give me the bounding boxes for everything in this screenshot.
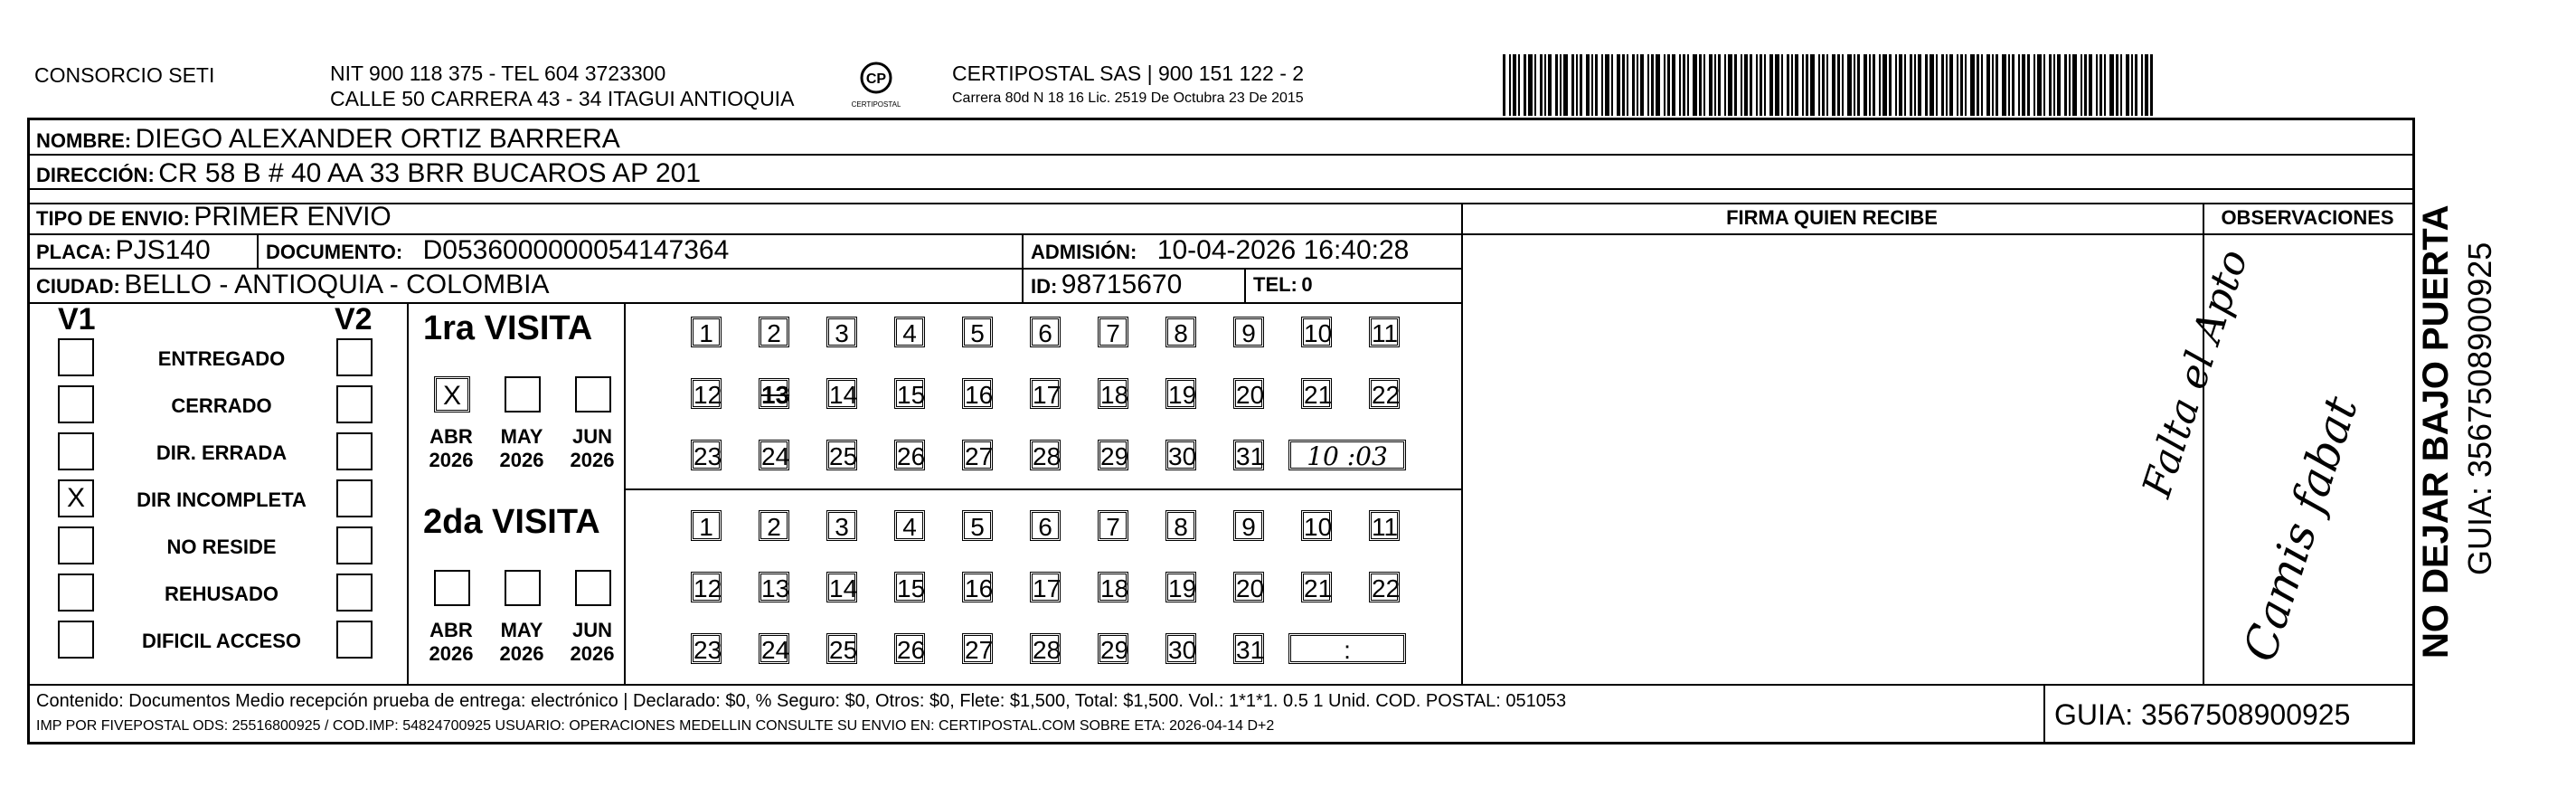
barcode-bar xyxy=(1847,54,1852,116)
barcode-bar xyxy=(2069,54,2071,116)
day-box[interactable]: 26 xyxy=(894,440,925,470)
barcode-bar xyxy=(2150,54,2153,116)
ciudad-value: BELLO - ANTIOQUIA - COLOMBIA xyxy=(124,270,550,299)
barcode-bar xyxy=(1760,54,1762,116)
barcode-bar xyxy=(1513,54,1516,116)
barcode-bar xyxy=(1580,54,1582,116)
v2-checkbox[interactable] xyxy=(336,621,373,659)
direccion-value: CR 58 B # 40 AA 33 BRR BUCAROS AP 201 xyxy=(158,158,701,188)
day-box[interactable]: 10 xyxy=(1301,317,1332,347)
day-box[interactable]: 8 xyxy=(1165,510,1196,541)
day-box[interactable]: 28 xyxy=(1030,633,1061,664)
barcode-bar xyxy=(1728,54,1732,116)
barcode-bar xyxy=(1534,54,1536,116)
day-box[interactable]: 7 xyxy=(1098,510,1128,541)
barcode-bar xyxy=(2022,54,2025,116)
day-box[interactable]: 21 xyxy=(1301,572,1332,602)
first-visit-title: 1ra VISITA xyxy=(423,309,593,347)
barcode-bar xyxy=(1854,54,1855,116)
year-label: 2026 xyxy=(499,642,544,665)
carrier-address: Carrera 80d N 18 16 Lic. 2519 De Octubra 23 De 2015 xyxy=(952,90,1304,106)
day-box[interactable]: 1 xyxy=(691,510,722,541)
day-box[interactable]: 1 xyxy=(691,317,722,347)
barcode-bar xyxy=(1601,54,1603,116)
day-box[interactable]: 31 xyxy=(1233,440,1264,470)
placa-value: PJS140 xyxy=(115,235,211,265)
barcode-bar xyxy=(2064,54,2067,116)
barcode-bar xyxy=(1992,54,1994,116)
v2-checkbox[interactable] xyxy=(336,385,373,423)
barcode-bar xyxy=(1781,54,1783,116)
v1-checkbox[interactable] xyxy=(58,432,94,470)
status-option-label: REHUSADO xyxy=(165,583,278,605)
month-checkbox[interactable] xyxy=(434,570,470,606)
barcode-bar xyxy=(1750,54,1752,116)
day-box[interactable]: 14 xyxy=(826,572,857,602)
barcode-bar xyxy=(1563,54,1568,116)
day-box[interactable]: 7 xyxy=(1098,317,1128,347)
tel-value: 0 xyxy=(1301,273,1313,296)
status-option-label: DIR INCOMPLETA xyxy=(137,488,307,511)
day-box[interactable]: 2 xyxy=(759,510,789,541)
barcode-bar xyxy=(1941,54,1944,116)
nombre-value: DIEGO ALEXANDER ORTIZ BARRERA xyxy=(135,124,620,154)
barcode-bar xyxy=(1518,54,1520,116)
barcode-bar xyxy=(1826,54,1828,116)
day-box[interactable]: 13 xyxy=(759,572,789,602)
barcode-bar xyxy=(1904,54,1906,116)
barcode-bar xyxy=(1986,54,1990,116)
id-value: 98715670 xyxy=(1061,270,1183,299)
barcode-bar xyxy=(1672,54,1675,116)
barcode-bar xyxy=(2049,54,2052,116)
barcode-bar xyxy=(1895,54,1897,116)
barcode-bar xyxy=(1925,54,1928,116)
barcode-bar xyxy=(2126,54,2129,116)
barcode-bar xyxy=(1555,54,1558,116)
barcode-bar xyxy=(1540,54,1543,116)
barcode-bar xyxy=(2033,54,2035,116)
firma-header: FIRMA QUIEN RECIBE xyxy=(1726,206,1938,229)
day-box[interactable]: 14 xyxy=(826,378,857,409)
barcode-bar xyxy=(1818,54,1820,116)
barcode-bar xyxy=(1769,54,1773,116)
day-box[interactable]: 16 xyxy=(962,572,993,602)
barcode-bar xyxy=(1957,54,1958,116)
barcode-bar xyxy=(1595,54,1598,116)
year-label: 2026 xyxy=(499,449,544,471)
day-box[interactable]: 21 xyxy=(1301,378,1332,409)
day-box[interactable]: 23 xyxy=(691,633,722,664)
barcode-bar xyxy=(1571,54,1574,116)
barcode-bar xyxy=(1864,54,1867,116)
barcode-bar xyxy=(1981,54,1983,116)
id-label: ID: xyxy=(1031,275,1058,298)
v1-label: V1 xyxy=(58,302,96,337)
barcode-bar xyxy=(2057,54,2061,116)
day-box[interactable]: 11 xyxy=(1369,317,1400,347)
v2-checkbox[interactable] xyxy=(336,338,373,376)
barcode-bar xyxy=(1996,54,1998,116)
barcode-bar xyxy=(1718,54,1721,116)
barcode-bar xyxy=(2131,54,2133,116)
barcode-bar xyxy=(1667,54,1670,116)
day-box[interactable]: 17 xyxy=(1030,378,1061,409)
visit-time-box[interactable]: : xyxy=(1288,633,1406,664)
barcode-bar xyxy=(2141,54,2143,116)
side-guia: GUIA: 3567508900925 xyxy=(2461,242,2498,575)
svg-text:CP: CP xyxy=(865,71,887,87)
barcode-bar xyxy=(1914,54,1916,116)
barcode-bar xyxy=(1889,54,1892,116)
day-box[interactable]: 9 xyxy=(1233,317,1264,347)
tipo-row xyxy=(36,201,392,233)
day-box[interactable]: 27 xyxy=(962,440,993,470)
barcode-bar xyxy=(2135,54,2137,116)
barcode-bar xyxy=(2120,54,2122,116)
day-box[interactable]: 29 xyxy=(1098,440,1128,470)
nombre-label: NOMBRE: xyxy=(36,129,132,152)
barcode-bar xyxy=(1791,54,1793,116)
barcode-bar xyxy=(1879,54,1881,116)
day-box[interactable]: 17 xyxy=(1030,572,1061,602)
barcode-bar xyxy=(1524,54,1526,116)
barcode-bar xyxy=(2104,54,2106,116)
barcode-bar xyxy=(1528,54,1533,116)
barcode-bar xyxy=(2018,54,2020,116)
barcode-bar xyxy=(1837,54,1840,116)
status-option-label: DIR. ERRADA xyxy=(156,441,288,464)
month-label: JUN xyxy=(571,425,612,448)
month-checkbox[interactable]: X xyxy=(434,376,470,412)
barcode-bar xyxy=(1734,54,1737,116)
v1-checkbox[interactable] xyxy=(58,574,94,612)
month-checkbox[interactable] xyxy=(575,376,611,412)
barcode-bar xyxy=(1918,54,1921,116)
barcode-bar xyxy=(1611,54,1613,116)
year-label: 2026 xyxy=(429,642,474,665)
ciudad-row xyxy=(36,269,549,301)
ciudad-label: CIUDAD: xyxy=(36,275,120,298)
barcode-bar xyxy=(1664,54,1665,116)
barcode-bar xyxy=(2109,54,2114,116)
month-label: JUN xyxy=(571,619,612,641)
direccion-row xyxy=(36,157,701,190)
barcode-bar xyxy=(1656,54,1660,116)
visit-time-box[interactable]: 10 :03 xyxy=(1288,440,1406,470)
barcode-bar xyxy=(1873,54,1875,116)
month-label: MAY xyxy=(500,619,543,641)
day-box[interactable]: 6 xyxy=(1030,510,1061,541)
barcode-bar xyxy=(1724,54,1726,116)
placa-row xyxy=(36,234,211,267)
month-checkbox[interactable] xyxy=(575,570,611,606)
barcode-bar xyxy=(2081,54,2082,116)
month-checkbox[interactable] xyxy=(505,570,541,606)
tipo-label: TIPO DE ENVIO: xyxy=(36,207,190,230)
company-name: CONSORCIO SETI xyxy=(34,63,215,87)
day-box[interactable]: 20 xyxy=(1233,572,1264,602)
barcode-bar xyxy=(1509,54,1511,116)
v1-checkbox[interactable] xyxy=(58,338,94,376)
day-box[interactable]: 3 xyxy=(826,510,857,541)
barcode-bar xyxy=(1795,54,1798,116)
v2-checkbox[interactable] xyxy=(336,432,373,470)
barcode-bar xyxy=(1946,54,1948,116)
day-box[interactable]: 26 xyxy=(894,633,925,664)
day-box[interactable]: 3 xyxy=(826,317,857,347)
barcode-bar xyxy=(1560,54,1562,116)
year-label: 2026 xyxy=(429,449,474,471)
barcode-bar xyxy=(1586,54,1590,116)
day-box[interactable]: 12 xyxy=(691,572,722,602)
v1-checkbox[interactable] xyxy=(58,621,94,659)
barcode-bar xyxy=(1806,54,1808,116)
tipo-value: PRIMER ENVIO xyxy=(193,202,392,232)
signature-handwritten: Camis fabat xyxy=(2233,390,2368,668)
barcode-bar xyxy=(1548,54,1552,116)
barcode-bar xyxy=(2002,54,2006,116)
barcode-bar xyxy=(1640,54,1644,116)
documento-value: D0536000000054147364 xyxy=(422,235,730,265)
barcode-bar xyxy=(2027,54,2030,116)
day-box[interactable]: 29 xyxy=(1098,633,1128,664)
day-box[interactable]: 28 xyxy=(1030,440,1061,470)
barcode-bar xyxy=(1787,54,1789,116)
barcode-bar xyxy=(1679,54,1681,116)
observaciones-header: OBSERVACIONES xyxy=(2221,206,2394,229)
address-line: CALLE 50 CARRERA 43 - 34 ITAGUI ANTIOQUIA xyxy=(330,87,795,110)
month-label: ABR xyxy=(429,619,473,641)
month-label: ABR xyxy=(429,425,473,448)
documento-row xyxy=(266,234,729,267)
barcode-bar xyxy=(1842,54,1844,116)
barcode-bar xyxy=(1857,54,1860,116)
barcode-bar xyxy=(1651,54,1654,116)
barcode-bar xyxy=(1741,54,1742,116)
barcode-bar xyxy=(1810,54,1815,116)
barcode-bar xyxy=(1930,54,1934,116)
second-visit-title: 2da VISITA xyxy=(423,503,600,541)
day-box[interactable]: 5 xyxy=(962,317,993,347)
barcode-bar xyxy=(1899,54,1902,116)
v2-label: V2 xyxy=(335,302,373,337)
tel-label: TEL: xyxy=(1253,273,1297,296)
month-label: MAY xyxy=(500,425,543,448)
barcode-bar xyxy=(2089,54,2092,116)
day-box[interactable]: 22 xyxy=(1369,378,1400,409)
barcode-bar xyxy=(2084,54,2087,116)
day-box[interactable]: 19 xyxy=(1165,572,1196,602)
day-box[interactable]: 22 xyxy=(1369,572,1400,602)
v2-checkbox[interactable] xyxy=(336,479,373,517)
barcode-bar xyxy=(1882,54,1887,116)
barcode-bar xyxy=(2099,54,2102,116)
day-box[interactable]: 30 xyxy=(1165,440,1196,470)
barcode-bar xyxy=(1632,54,1635,116)
contenido-line: Contenido: Documentos Medio recepción prueba de entrega: electrónico | Declarado: $0, % Seguro: $0, Otros: $0, Flete: $1,500, Total: $1,500. Vol.: 1*1*1. 0.5 1 Unid. COD. POSTAL: 051053 xyxy=(36,691,1567,711)
day-box[interactable]: 18 xyxy=(1098,572,1128,602)
day-box[interactable]: 2 xyxy=(759,317,789,347)
barcode-bar xyxy=(1775,54,1779,116)
barcode-bar xyxy=(1970,54,1975,116)
day-box[interactable]: 20 xyxy=(1233,378,1264,409)
barcode-bar xyxy=(1503,54,1505,116)
day-box[interactable]: 16 xyxy=(962,378,993,409)
day-box[interactable]: 23 xyxy=(691,440,722,470)
barcode-bar xyxy=(2008,54,2010,116)
barcode-bar xyxy=(1714,54,1716,116)
certipostal-logo xyxy=(852,60,901,112)
nit-line: NIT 900 118 375 - TEL 604 3723300 xyxy=(330,62,666,85)
barcode-bar xyxy=(1617,54,1620,116)
barcode-bar xyxy=(2043,54,2045,116)
status-option-label: DIFICIL ACCESO xyxy=(141,630,301,652)
barcode-bar xyxy=(1756,54,1758,116)
year-label: 2026 xyxy=(570,642,615,665)
day-box[interactable]: 11 xyxy=(1369,510,1400,541)
day-box[interactable]: 4 xyxy=(894,317,925,347)
observacion-handwritten: Falta el Apto xyxy=(2134,243,2258,503)
barcode-bar xyxy=(2072,54,2077,116)
barcode-bar xyxy=(2096,54,2098,116)
barcode-bar xyxy=(1764,54,1766,116)
day-box[interactable]: 25 xyxy=(826,633,857,664)
day-box[interactable]: 31 xyxy=(1233,633,1264,664)
direccion-label: DIRECCIÓN: xyxy=(36,164,155,186)
barcode-bar xyxy=(1960,54,1963,116)
admision-label: ADMISIÓN: xyxy=(1031,241,1137,263)
v2-checkbox[interactable] xyxy=(336,526,373,564)
barcode-bar xyxy=(1869,54,1871,116)
barcode-bar xyxy=(1802,54,1804,116)
barcode-bar xyxy=(1910,54,1912,116)
day-box[interactable]: 12 xyxy=(691,378,722,409)
status-option-label: NO RESIDE xyxy=(166,536,277,558)
year-label: 2026 xyxy=(570,449,615,471)
month-checkbox[interactable] xyxy=(505,376,541,412)
day-box[interactable]: 25 xyxy=(826,440,857,470)
barcode-bar xyxy=(1744,54,1748,116)
placa-label: PLACA: xyxy=(36,241,112,263)
barcode-bar xyxy=(1709,54,1713,116)
footer-guia: GUIA: 3567508900925 xyxy=(2054,698,2351,731)
day-box[interactable]: 5 xyxy=(962,510,993,541)
status-option-label: CERRADO xyxy=(171,394,272,417)
barcode-bar xyxy=(1622,54,1625,116)
carrier-name: CERTIPOSTAL SAS | 900 151 122 - 2 xyxy=(952,62,1305,85)
day-box[interactable]: 30 xyxy=(1165,633,1196,664)
day-box[interactable]: 13 xyxy=(759,378,789,409)
barcode-bar xyxy=(1936,54,1938,116)
admision-value: 10-04-2026 16:40:28 xyxy=(1156,235,1410,265)
day-box[interactable]: 24 xyxy=(759,440,789,470)
barcode-bar xyxy=(2116,54,2118,116)
barcode xyxy=(1503,54,2156,116)
barcode-bar xyxy=(2012,54,2015,116)
id-row xyxy=(1031,269,1182,301)
v1-checkbox[interactable] xyxy=(58,385,94,423)
status-option-label: ENTREGADO xyxy=(157,347,286,370)
barcode-bar xyxy=(1703,54,1705,116)
admision-row xyxy=(1031,234,1409,267)
barcode-bar xyxy=(1977,54,1979,116)
documento-label: DOCUMENTO: xyxy=(266,241,403,263)
v1-checkbox[interactable]: X xyxy=(58,479,94,517)
barcode-bar xyxy=(1822,54,1825,116)
tel-row xyxy=(1253,269,1313,301)
barcode-bar xyxy=(1949,54,1953,116)
no-dejar-bajo-puerta: NO DEJAR BAJO PUERTA xyxy=(2416,204,2456,659)
barcode-bar xyxy=(2053,54,2055,116)
barcode-bar xyxy=(1647,54,1649,116)
svg-text:CERTIPOSTAL: CERTIPOSTAL xyxy=(852,100,901,109)
day-box[interactable]: 18 xyxy=(1098,378,1128,409)
barcode-bar xyxy=(1627,54,1628,116)
day-box[interactable]: 9 xyxy=(1233,510,1264,541)
barcode-bar xyxy=(1637,54,1638,116)
barcode-bar xyxy=(1699,54,1702,116)
nombre-row xyxy=(36,123,620,156)
day-box[interactable]: 8 xyxy=(1165,317,1196,347)
barcode-bar xyxy=(1965,54,1967,116)
day-box[interactable]: 27 xyxy=(962,633,993,664)
barcode-bar xyxy=(1693,54,1697,116)
imp-line: IMP POR FIVEPOSTAL ODS: 25516800925 / COD.IMP: 54824700925 USUARIO: OPERACIONES MEDELLIN CONSULTE SU ENVIO EN: CERTIPOSTAL.COM SOBRE ETA: 2026-04-14 D+2 xyxy=(36,718,1275,734)
day-box[interactable]: 6 xyxy=(1030,317,1061,347)
barcode-bar xyxy=(1544,54,1546,116)
barcode-bar xyxy=(1576,54,1578,116)
barcode-bar xyxy=(1832,54,1835,116)
day-box[interactable]: 24 xyxy=(759,633,789,664)
barcode-bar xyxy=(1605,54,1609,116)
day-box[interactable]: 19 xyxy=(1165,378,1196,409)
day-box[interactable]: 15 xyxy=(894,572,925,602)
barcode-bar xyxy=(2037,54,2042,116)
barcode-bar xyxy=(1687,54,1689,116)
barcode-bar xyxy=(1591,54,1593,116)
day-box[interactable]: 4 xyxy=(894,510,925,541)
day-box[interactable]: 10 xyxy=(1301,510,1332,541)
v1-checkbox[interactable] xyxy=(58,526,94,564)
day-box[interactable]: 15 xyxy=(894,378,925,409)
barcode-bar xyxy=(1683,54,1685,116)
v2-checkbox[interactable] xyxy=(336,574,373,612)
barcode-bar xyxy=(2145,54,2148,116)
